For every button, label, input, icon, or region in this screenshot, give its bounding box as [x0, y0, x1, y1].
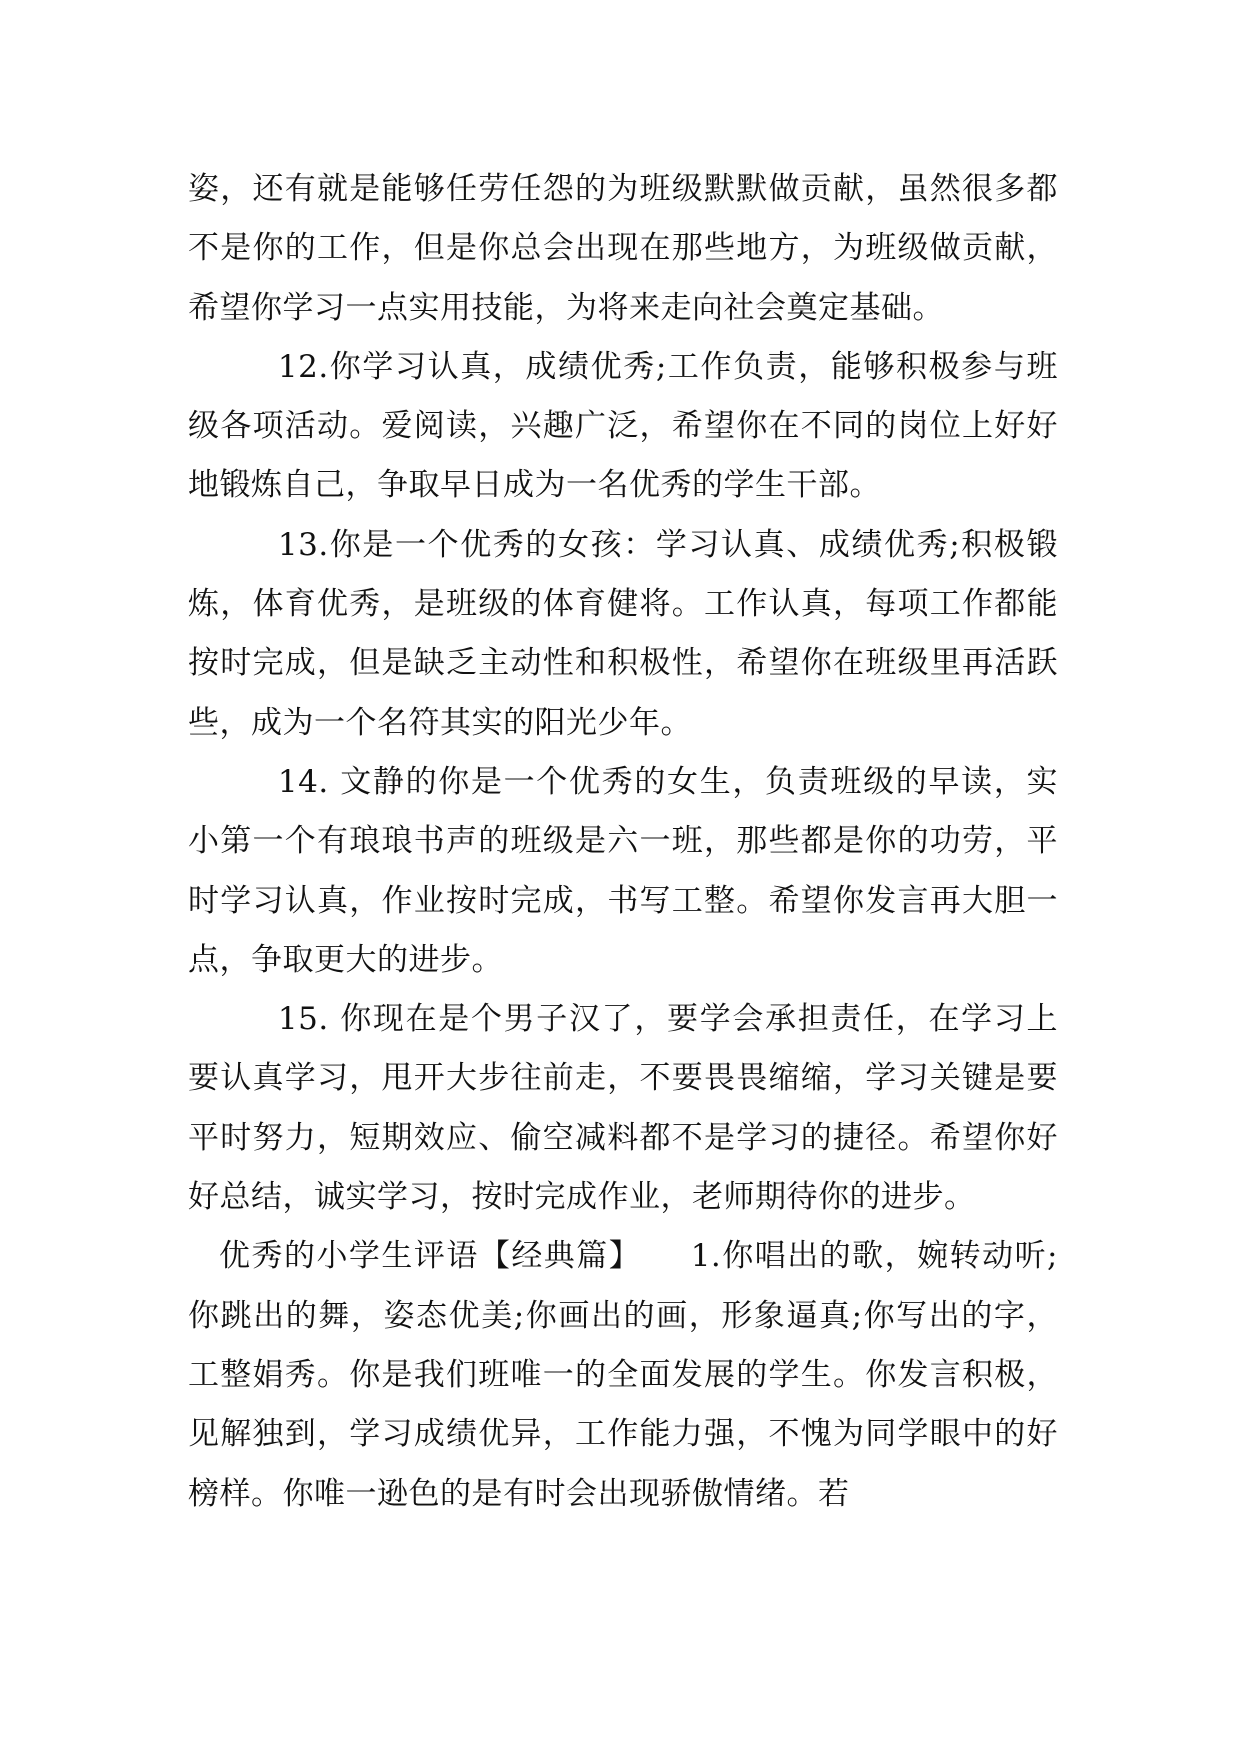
paragraph-comment-12: 12.你学习认真，成绩优秀;工作负责，能够积极参与班级各项活动。爱阅读，兴趣广泛，希望你在不同的岗位上好好地锻炼自己，争取早日成为一名优秀的学生干部。	[188, 348, 1058, 504]
paragraph-continued: 姿，还有就是能够任劳任怨的为班级默默做贡献，虽然很多都不是你的工作，但是你总会出现在那些地方，为班级做贡献，希望你学习一点实用技能，为将来走向社会奠定基础。	[188, 171, 1058, 326]
paragraph-comment-14: 14. 文静的你是一个优秀的女生，负责班级的早读，实小第一个有琅琅书声的班级是六一班，那些都是你的功劳，平时学习认真，作业按时完成，书写工整。希望你发言再大胆一点，争取更大的进步。	[188, 763, 1058, 978]
paragraph-comment-13: 13.你是一个优秀的女孩：学习认真、成绩优秀;积极锻炼，体育优秀，是班级的体育健将。工作认真，每项工作都能按时完成，但是缺乏主动性和积极性，希望你在班级里再活跃些，成为一个名符其实的阳光少年。	[188, 526, 1058, 741]
document-body	[188, 160, 1058, 1524]
paragraph-classic-section: 优秀的小学生评语【经典篇】 1.你唱出的歌，婉转动听;你跳出的舞，姿态优美;你画出的画，形象逼真;你写出的字，工整娟秀。你是我们班唯一的全面发展的学生。你发言积极，见解独到，学习成绩优异，工作能力强，不愧为同学眼中的好榜样。你唯一逊色的是有时会出现骄傲情绪。若	[188, 1238, 1058, 1512]
paragraph-comment-15: 15. 你现在是个男子汉了，要学会承担责任，在学习上要认真学习，甩开大步往前走，不要畏畏缩缩，学习关键是要平时努力，短期效应、偷空减料都不是学习的捷径。希望你好好总结，诚实学习，按时完成作业，老师期待你的进步。	[188, 1001, 1058, 1216]
